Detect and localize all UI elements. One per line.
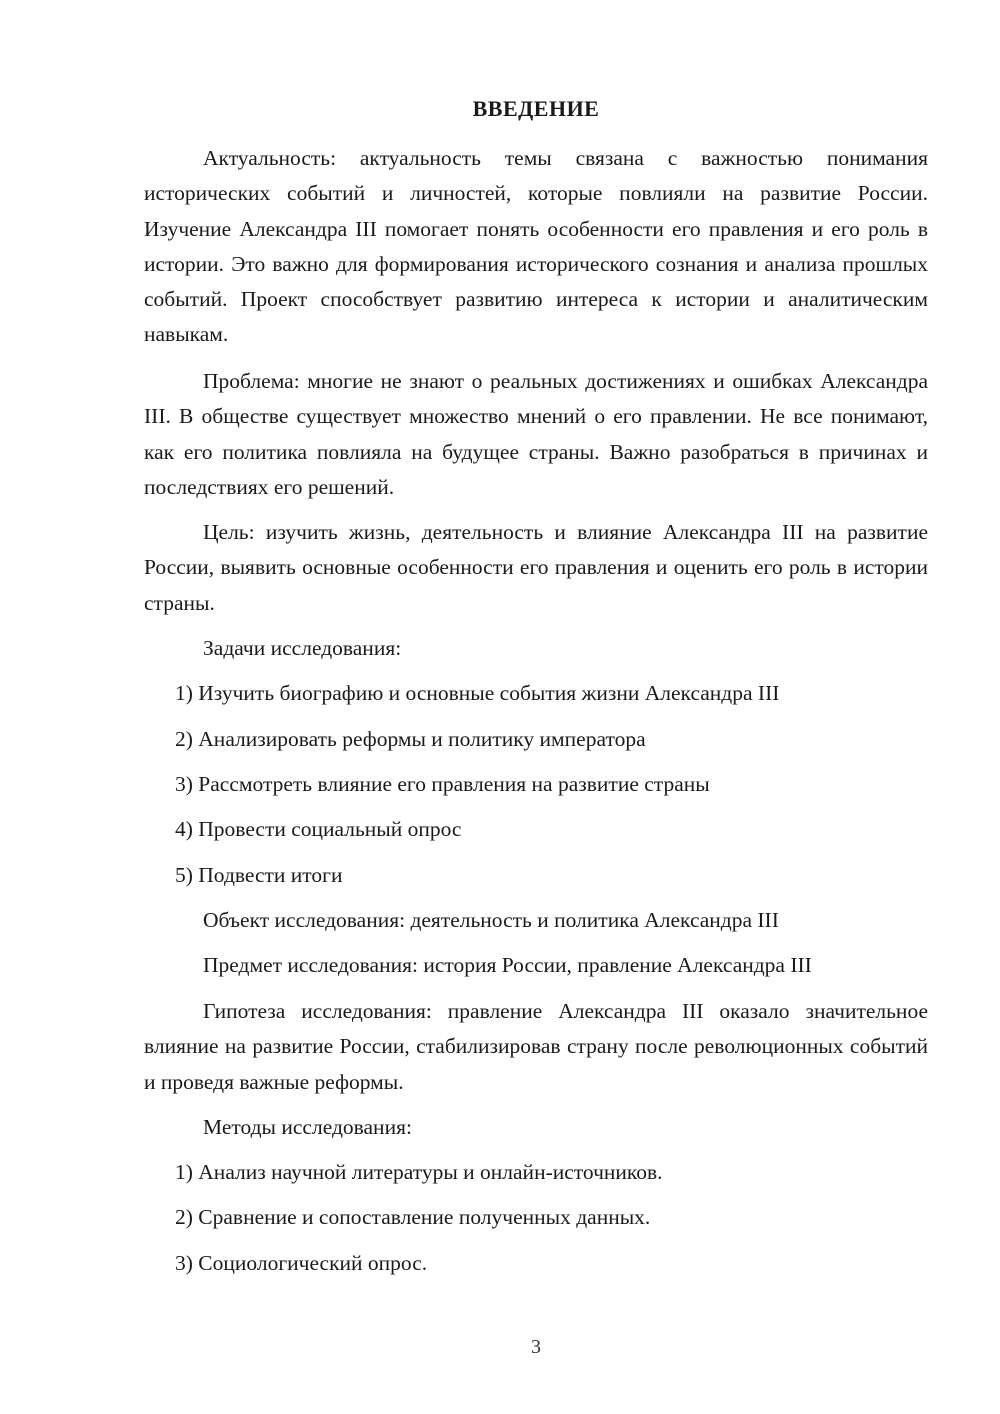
tasks-heading: Задачи исследования: xyxy=(203,636,402,660)
list-item: 2) Анализировать реформы и политику императора xyxy=(175,727,646,751)
list-item: 3) Социологический опрос. xyxy=(175,1251,428,1275)
paragraph-goal: Цель: изучить жизнь, деятельность и влияние Александра III на развитие России, выявить основные особенности его правления и оценить его роль в истории страны. xyxy=(144,520,928,615)
page-number: 3 xyxy=(531,1336,541,1358)
page-title: ВВЕДЕНИЕ xyxy=(472,96,600,121)
list-item: 1) Изучить биографию и основные события жизни Александра III xyxy=(175,681,780,705)
subject-line: Предмет исследования: история России, правление Александра III xyxy=(203,953,812,977)
object-line: Объект исследования: деятельность и политика Александра III xyxy=(203,908,779,932)
paragraph-problem: Проблема: многие не знают о реальных достижениях и ошибках Александра III. В обществе существует множество мнений о его правлении. Не все понимают, как его политика повлияла на будущее страны. Важно разобраться в причинах и последствиях его решений. xyxy=(144,369,928,499)
list-item: 4) Провести социальный опрос xyxy=(175,817,462,841)
methods-heading: Методы исследования: xyxy=(203,1115,412,1139)
list-item: 3) Рассмотреть влияние его правления на развитие страны xyxy=(175,772,710,796)
list-item: 5) Подвести итоги xyxy=(175,863,343,887)
list-item: 1) Анализ научной литературы и онлайн-источников. xyxy=(175,1160,663,1184)
paragraph-hypothesis: Гипотеза исследования: правление Александра III оказало значительное влияние на развитие России, стабилизировав страну после революционных событий и проведя важные реформы. xyxy=(144,999,928,1094)
list-item: 2) Сравнение и сопоставление полученных данных. xyxy=(175,1205,651,1229)
paragraph-relevance: Актуальность: актуальность темы связана с важностью понимания исторических событий и личностей, которые повлияли на развитие России. Изучение Александра III помогает понять особенности его правления и его роль в истории. Это важно для формирования исторического сознания и анализа прошлых событий. Проект способствует развитию интереса к истории и аналитическим навыкам. xyxy=(144,146,928,347)
